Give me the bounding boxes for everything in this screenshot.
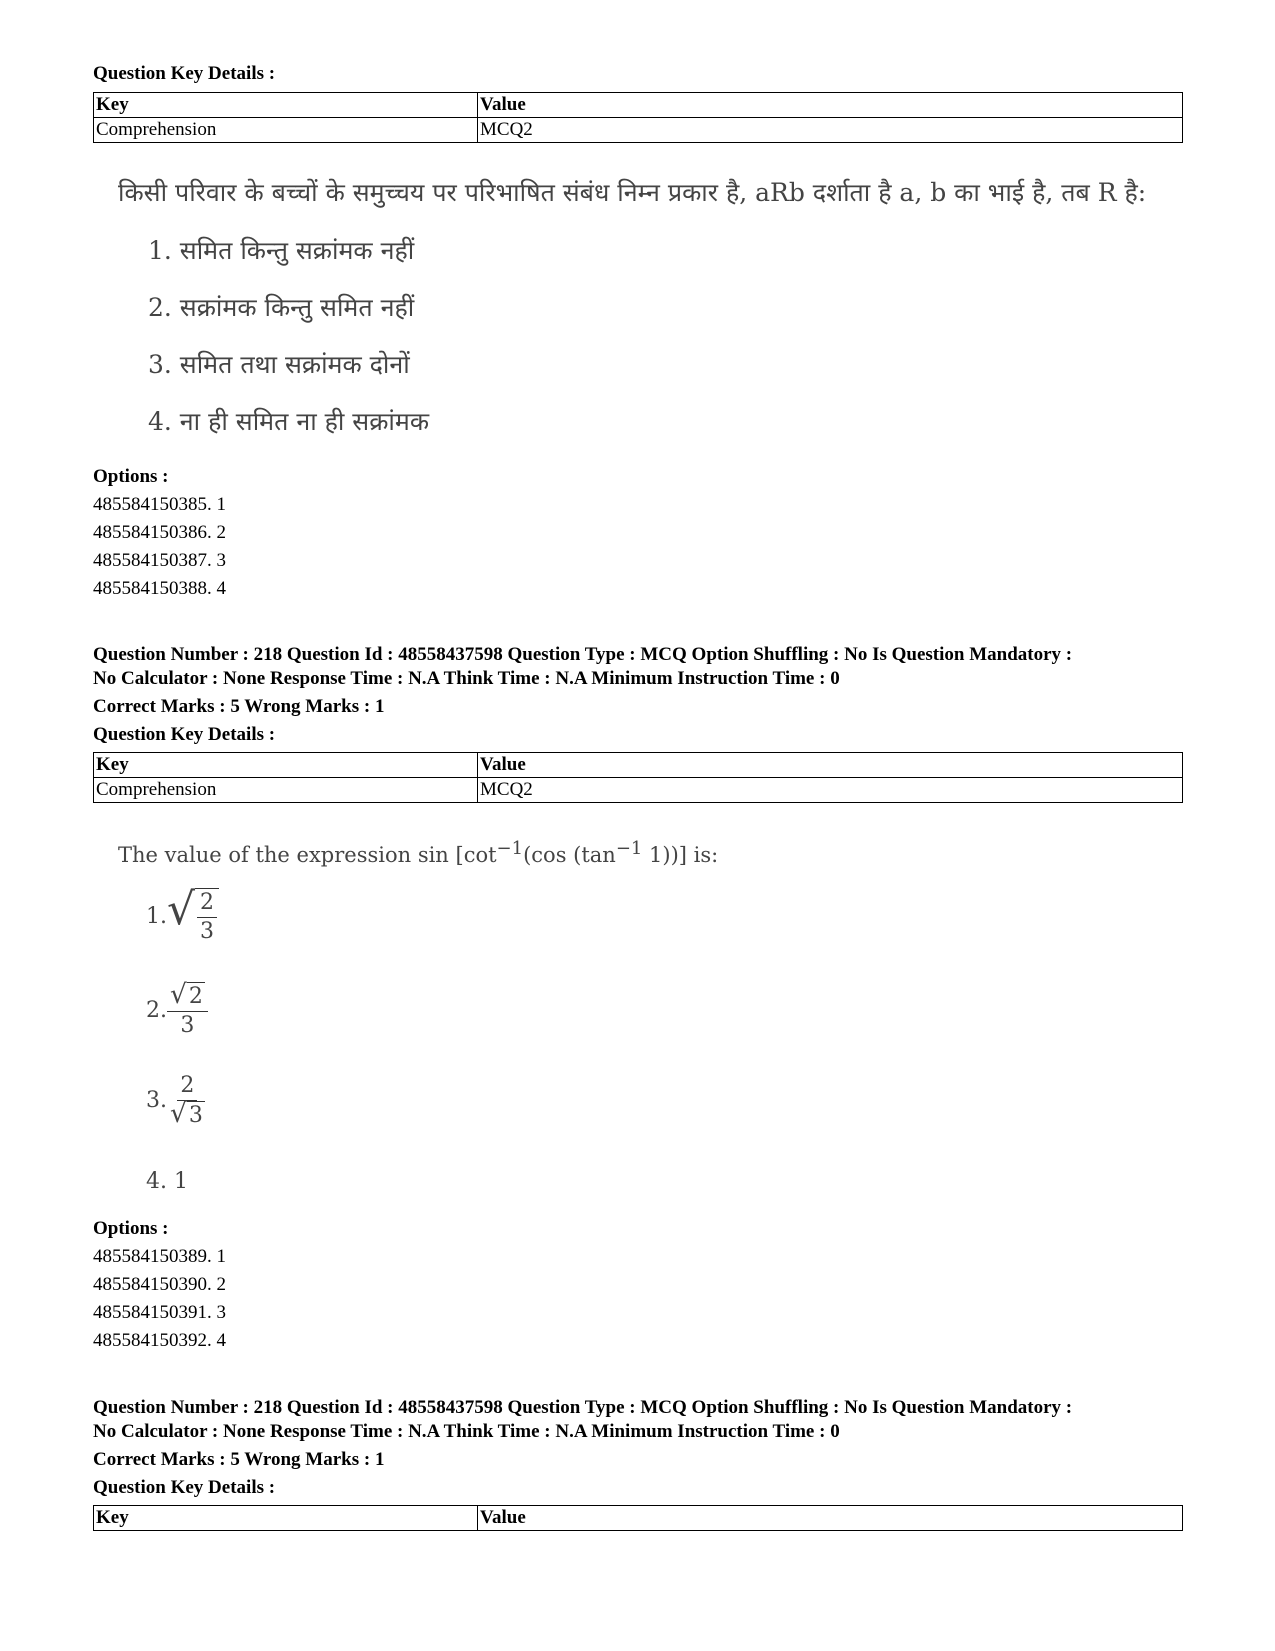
choice-number: 3. <box>146 1087 167 1113</box>
table-cell-value: MCQ2 <box>478 778 1183 803</box>
option-item: 485584150386. 2 <box>93 522 226 543</box>
question-text: किसी परिवार के बच्चों के समुच्चय पर परिभाषित संबंध निम्न प्रकार है, aRb दर्शाता है a, b का भाई है, तब R है: <box>118 178 1147 207</box>
table-cell-value: MCQ2 <box>478 118 1183 143</box>
key-details-label: Question Key Details : <box>93 63 276 84</box>
key-details-label: Question Key Details : <box>93 1477 276 1498</box>
question-mid: (cos (tan <box>523 843 616 867</box>
table-header-key: Key <box>94 1506 478 1531</box>
question-meta-line2: No Calculator : None Response Time : N.A Think Time : N.A Minimum Instruction Time : 0 <box>93 668 840 689</box>
options-label: Options : <box>93 1218 169 1239</box>
option-item: 485584150392. 4 <box>93 1330 226 1351</box>
sqrt-body: 3 <box>188 1102 203 1128</box>
sqrt-symbol: √ $\frac{2}{3}$ <box>167 888 219 945</box>
sqrt-body: 2 <box>188 984 203 1009</box>
fraction-numerator: √ 2 <box>167 982 208 1012</box>
choice-item: 3. समित तथा सक्रांमक दोनों <box>148 350 410 379</box>
table-header-value: Value <box>478 753 1183 778</box>
key-value-table <box>93 752 1183 803</box>
fraction-denominator: 3 <box>180 1012 195 1038</box>
table-header-value: Value <box>478 1506 1183 1531</box>
options-label: Options : <box>93 466 169 487</box>
choice-value: 1 <box>174 1169 188 1194</box>
option-item: 485584150389. 1 <box>93 1246 226 1267</box>
table-header-key: Key <box>94 753 478 778</box>
table-row <box>94 778 1183 803</box>
option-item: 485584150387. 3 <box>93 550 226 571</box>
fraction-numerator: 2 <box>197 889 217 918</box>
superscript: −1 <box>496 838 524 859</box>
choice-item: 4. ना ही समित ना ही सक्रांमक <box>148 407 430 436</box>
key-value-table <box>93 1505 1183 1531</box>
option-item: 485584150388. 4 <box>93 578 226 599</box>
choice-number: 2. <box>146 997 167 1023</box>
option-item: 485584150391. 3 <box>93 1302 226 1323</box>
table-cell-key: Comprehension <box>94 778 478 803</box>
fraction-denominator: √ 3 <box>170 1097 203 1129</box>
choice-item <box>146 884 219 945</box>
table-cell-key: Comprehension <box>94 118 478 143</box>
marks-line: Correct Marks : 5 Wrong Marks : 1 <box>93 696 385 717</box>
table-header-row <box>94 753 1183 778</box>
key-details-label: Question Key Details : <box>93 724 276 745</box>
table-row <box>94 118 1183 143</box>
choice-item: 2. सक्रांमक किन्तु समित नहीं <box>148 293 415 322</box>
fraction-denominator: 3 <box>200 918 215 944</box>
question-suffix: 1))] is: <box>642 843 719 867</box>
table-header-key: Key <box>94 93 478 118</box>
table-header-value: Value <box>478 93 1183 118</box>
question-text <box>118 838 718 868</box>
table-header-row <box>94 1506 1183 1531</box>
choice-item <box>146 1168 188 1196</box>
choice-number: 4. <box>146 1169 167 1194</box>
option-item: 485584150385. 1 <box>93 494 226 515</box>
marks-line: Correct Marks : 5 Wrong Marks : 1 <box>93 1449 385 1470</box>
choice-item <box>146 1072 208 1129</box>
choice-item: 1. समित किन्तु सक्रांमक नहीं <box>148 236 415 265</box>
question-meta-line2: No Calculator : None Response Time : N.A Think Time : N.A Minimum Instruction Time : 0 <box>93 1421 840 1442</box>
choice-item <box>146 979 208 1039</box>
table-header-row <box>94 93 1183 118</box>
superscript: −1 <box>615 838 643 859</box>
choice-number: 1. <box>146 903 167 929</box>
question-meta-line1: Question Number : 218 Question Id : 48558437598 Question Type : MCQ Option Shuffling : No Is Question Mandatory : <box>93 1397 1073 1418</box>
option-item: 485584150390. 2 <box>93 1274 226 1295</box>
question-meta-line1: Question Number : 218 Question Id : 48558437598 Question Type : MCQ Option Shuffling : No Is Question Mandatory : <box>93 644 1073 665</box>
fraction-numerator: 2 <box>177 1072 197 1101</box>
question-prefix: The value of the expression sin [cot <box>118 843 497 867</box>
key-value-table <box>93 92 1183 143</box>
